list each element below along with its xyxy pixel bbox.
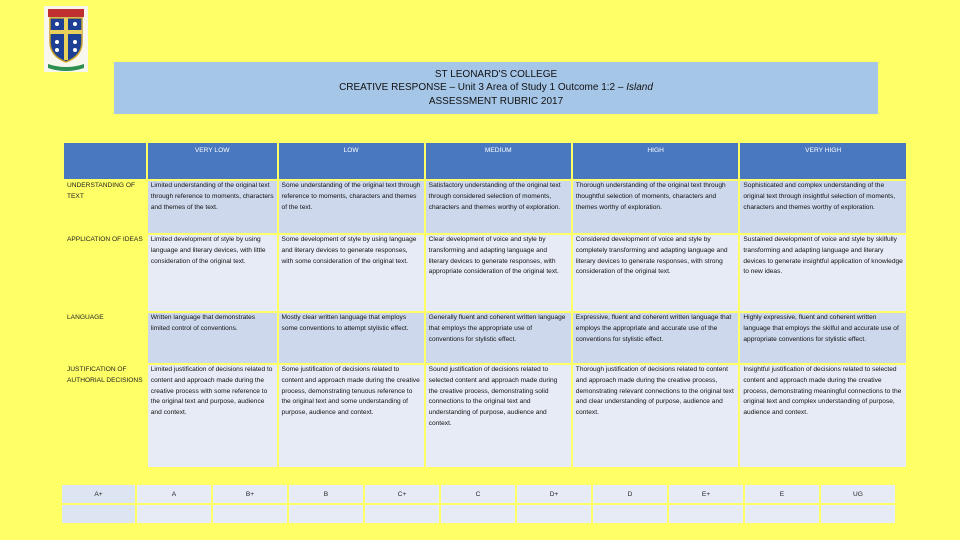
rubric-cell: Thorough justification of decisions related to content and approach made during the creative process, demonstrating relevant connections to the original text and clear understanding of purpose, audience and context. <box>573 365 739 467</box>
grade-label: A <box>137 485 211 503</box>
rubric-cell: Expressive, fluent and coherent written language that employs the appropriate and accurate use of the conventions for stylistic effect. <box>573 313 739 363</box>
header-low: LOW <box>279 143 424 179</box>
rubric-cell: Limited understanding of the original text through reference to moments, characters and themes of the text. <box>148 181 277 233</box>
rubric-title: ASSESSMENT RUBRIC 2017 <box>428 95 564 107</box>
grade-label: UG <box>821 485 895 503</box>
rubric-cell: Insightful justification of decisions related to selected content and approach made during the creative process, demonstrating meaningful connections to the original text and complex understanding of purpose, audience and context. <box>740 365 906 467</box>
grade-entry-box[interactable] <box>745 505 819 523</box>
grade-column <box>593 485 667 523</box>
grade-entry-box[interactable] <box>669 505 743 523</box>
grade-entry-box[interactable] <box>137 505 211 523</box>
task-title <box>339 81 653 95</box>
header-very-high: VERY HIGH <box>740 143 906 179</box>
rubric-cell: Sustained development of voice and style by skilfully transforming and adapting language and literary devices to generate insightful application of knowledge to new ideas. <box>740 235 906 311</box>
grade-entry-box[interactable] <box>821 505 895 523</box>
rubric-row-understanding <box>64 181 906 233</box>
grade-entry-box[interactable] <box>365 505 439 523</box>
grade-column <box>213 485 287 523</box>
grade-label: C+ <box>365 485 439 503</box>
rubric-header-row <box>64 143 906 179</box>
rubric-cell: Limited justification of decisions related to content and approach made during the creative process with some reference to the original text and purpose, audience and context. <box>148 365 277 467</box>
grade-column <box>669 485 743 523</box>
rubric-cell: Highly expressive, fluent and coherent written language that employs the skilful and accurate use of appropriate conventions for stylistic effect. <box>740 313 906 363</box>
grade-column <box>745 485 819 523</box>
rubric-cell: Thorough understanding of the original text through thoughtful selection of moments, characters and themes worthy of exploration. <box>573 181 739 233</box>
grade-column <box>821 485 895 523</box>
grade-entry-box[interactable] <box>517 505 591 523</box>
rubric-row-language <box>64 313 906 363</box>
grade-label: A+ <box>62 485 135 503</box>
header-very-low: VERY LOW <box>148 143 277 179</box>
rubric-cell: Sound justification of decisions related to selected content and approach made during the creative process, demonstrating solid connections to the original text and understanding of purpose, audience and context. <box>426 365 571 467</box>
grade-column <box>365 485 439 523</box>
rubric-row-justification <box>64 365 906 467</box>
grade-label: E+ <box>669 485 743 503</box>
rubric-cell: Clear development of voice and style by transforming and adapting language and literary devices to generate responses, with appropriate consideration of the original text. <box>426 235 571 311</box>
grade-entry-box[interactable] <box>441 505 515 523</box>
criterion-label: JUSTIFICATION OF AUTHORIAL DECISIONS <box>64 365 146 467</box>
task-title-italic: Island <box>626 82 653 94</box>
title-banner <box>114 62 878 114</box>
rubric-cell: Some justification of decisions related to content and approach made during the creative process, demonstrating tenuous reference to the original text and some understanding of purpose, audience and context. <box>279 365 424 467</box>
header-medium: MEDIUM <box>426 143 571 179</box>
rubric-cell: Some understanding of the original text through reference to moments, characters and themes of the text. <box>279 181 424 233</box>
grade-column <box>289 485 363 523</box>
grade-entry-box[interactable] <box>593 505 667 523</box>
grade-label: E <box>745 485 819 503</box>
task-title-text: CREATIVE RESPONSE – Unit 3 Area of Study 1 Outcome 1:2 – <box>339 82 627 94</box>
grade-column <box>62 485 135 523</box>
grade-entry-box[interactable] <box>289 505 363 523</box>
grade-label: B <box>289 485 363 503</box>
criterion-label: APPLICATION OF IDEAS <box>64 235 146 311</box>
header-high: HIGH <box>573 143 739 179</box>
grade-label: B+ <box>213 485 287 503</box>
grade-column <box>517 485 591 523</box>
grade-label: D+ <box>517 485 591 503</box>
rubric-cell: Generally fluent and coherent written language that employs the appropriate use of conventions for stylistic effect. <box>426 313 571 363</box>
grade-label: C <box>441 485 515 503</box>
rubric-cell: Considered development of voice and style by completely transforming and adapting language and literary devices to generate responses, with strong consideration of the original text. <box>573 235 739 311</box>
criterion-label: LANGUAGE <box>64 313 146 363</box>
rubric-cell: Some development of style by using language and literary devices to generate responses, with some consideration of the original text. <box>279 235 424 311</box>
rubric-cell: Written language that demonstrates limited control of conventions. <box>148 313 277 363</box>
assessment-rubric-table <box>62 141 908 469</box>
grade-entry-box[interactable] <box>62 505 135 523</box>
college-crest-logo <box>44 6 88 72</box>
rubric-cell: Satisfactory understanding of the original text through considered selection of moments, characters and themes worthy of exploration. <box>426 181 571 233</box>
grade-scale <box>62 485 902 523</box>
grade-entry-box[interactable] <box>213 505 287 523</box>
grade-label: D <box>593 485 667 503</box>
grade-column <box>137 485 211 523</box>
rubric-cell: Mostly clear written language that employs some conventions to attempt stylistic effect. <box>279 313 424 363</box>
criterion-label: UNDERSTANDING OF TEXT <box>64 181 146 233</box>
grade-column <box>441 485 515 523</box>
rubric-cell: Limited development of style by using language and literary devices, with little consideration of the original text. <box>148 235 277 311</box>
rubric-row-application <box>64 235 906 311</box>
rubric-cell: Sophisticated and complex understanding of the original text through insightful selection of moments, characters and themes worthy of exploration. <box>740 181 906 233</box>
college-name: ST LEONARD'S COLLEGE <box>434 68 558 80</box>
header-corner <box>64 143 146 179</box>
